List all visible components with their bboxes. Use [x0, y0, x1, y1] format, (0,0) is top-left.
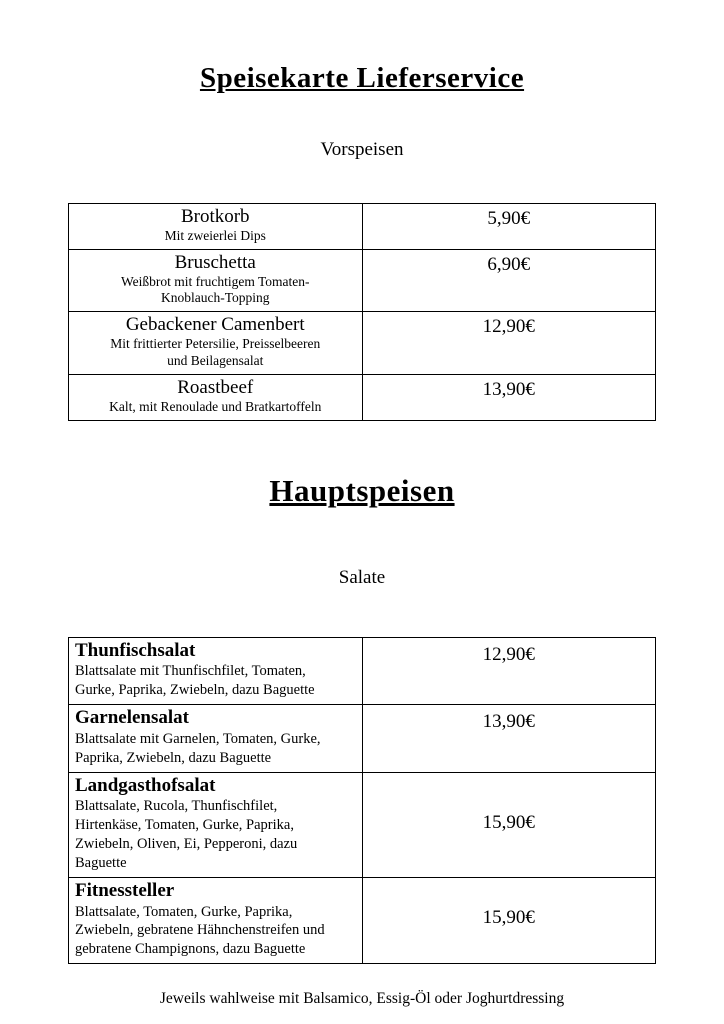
item-price: 5,90€	[362, 204, 656, 250]
item-name: Brotkorb	[180, 206, 250, 227]
item-price: 12,90€	[362, 312, 656, 375]
menu-item-cell	[69, 204, 363, 250]
section-title-hauptspeisen: Hauptspeisen	[269, 472, 455, 508]
item-price: 6,90€	[362, 249, 656, 312]
salate-table	[68, 637, 656, 964]
item-description: Blattsalate, Tomaten, Gurke, Paprika, Zwiebeln, gebratene Hähnchenstreifen und gebratene Champignons, dazu Baguette	[75, 903, 325, 958]
table-row	[69, 877, 656, 963]
section-heading-vorspeisen: Vorspeisen	[320, 139, 404, 160]
item-price: 15,90€	[362, 877, 656, 963]
item-description: Kalt, mit Renoulade und Bratkartoffeln	[109, 398, 322, 414]
menu-item-cell	[69, 637, 363, 704]
item-price: 13,90€	[362, 705, 656, 772]
menu-item-cell	[69, 249, 363, 312]
item-description: Mit frittierter Petersilie, Preisselbeeren und Beilagensalat	[110, 336, 321, 369]
item-name: Garnelensalat	[75, 707, 189, 729]
item-name: Fitnessteller	[75, 879, 175, 901]
page-title: Speisekarte Lieferservice	[199, 62, 525, 94]
table-row	[69, 637, 656, 704]
menu-item-cell	[69, 312, 363, 375]
menu-item-cell	[69, 772, 363, 877]
item-description: Mit zweierlei Dips	[164, 227, 266, 243]
menu-item-cell	[69, 705, 363, 772]
menu-item-cell	[69, 877, 363, 963]
item-description: Blattsalate mit Garnelen, Tomaten, Gurke, Paprika, Zwiebeln, dazu Baguette	[75, 730, 321, 766]
footer-note: Jeweils wahlweise mit Balsamico, Essig-Öl oder Joghurtdressing	[159, 990, 565, 1008]
table-row	[69, 204, 656, 250]
item-description: Blattsalate mit Thunfischfilet, Tomaten, Gurke, Paprika, Zwiebeln, dazu Baguette	[75, 663, 315, 699]
table-row	[69, 312, 656, 375]
item-description: Weißbrot mit fruchtigem Tomaten-Knoblauch-Topping	[120, 273, 310, 306]
table-row	[69, 374, 656, 420]
table-row	[69, 772, 656, 877]
table-row	[69, 249, 656, 312]
item-price: 12,90€	[362, 637, 656, 704]
item-name: Landgasthofsalat	[75, 774, 216, 796]
item-price: 15,90€	[362, 772, 656, 877]
item-name: Bruschetta	[174, 251, 256, 273]
section-heading-salate: Salate	[338, 566, 386, 588]
table-row	[69, 705, 656, 772]
item-name: Roastbeef	[177, 376, 254, 398]
menu-item-cell	[69, 374, 363, 420]
item-description: Blattsalate, Rucola, Thunfischfilet, Hirtenkäse, Tomaten, Gurke, Paprika, Zwiebeln, Oliven, Ei, Pepperoni, dazu Baguette	[75, 798, 298, 871]
item-name: Thunfischsalat	[75, 639, 196, 661]
item-price: 13,90€	[362, 374, 656, 420]
vorspeisen-table	[68, 203, 656, 421]
item-name: Gebackener Camenbert	[125, 314, 305, 336]
